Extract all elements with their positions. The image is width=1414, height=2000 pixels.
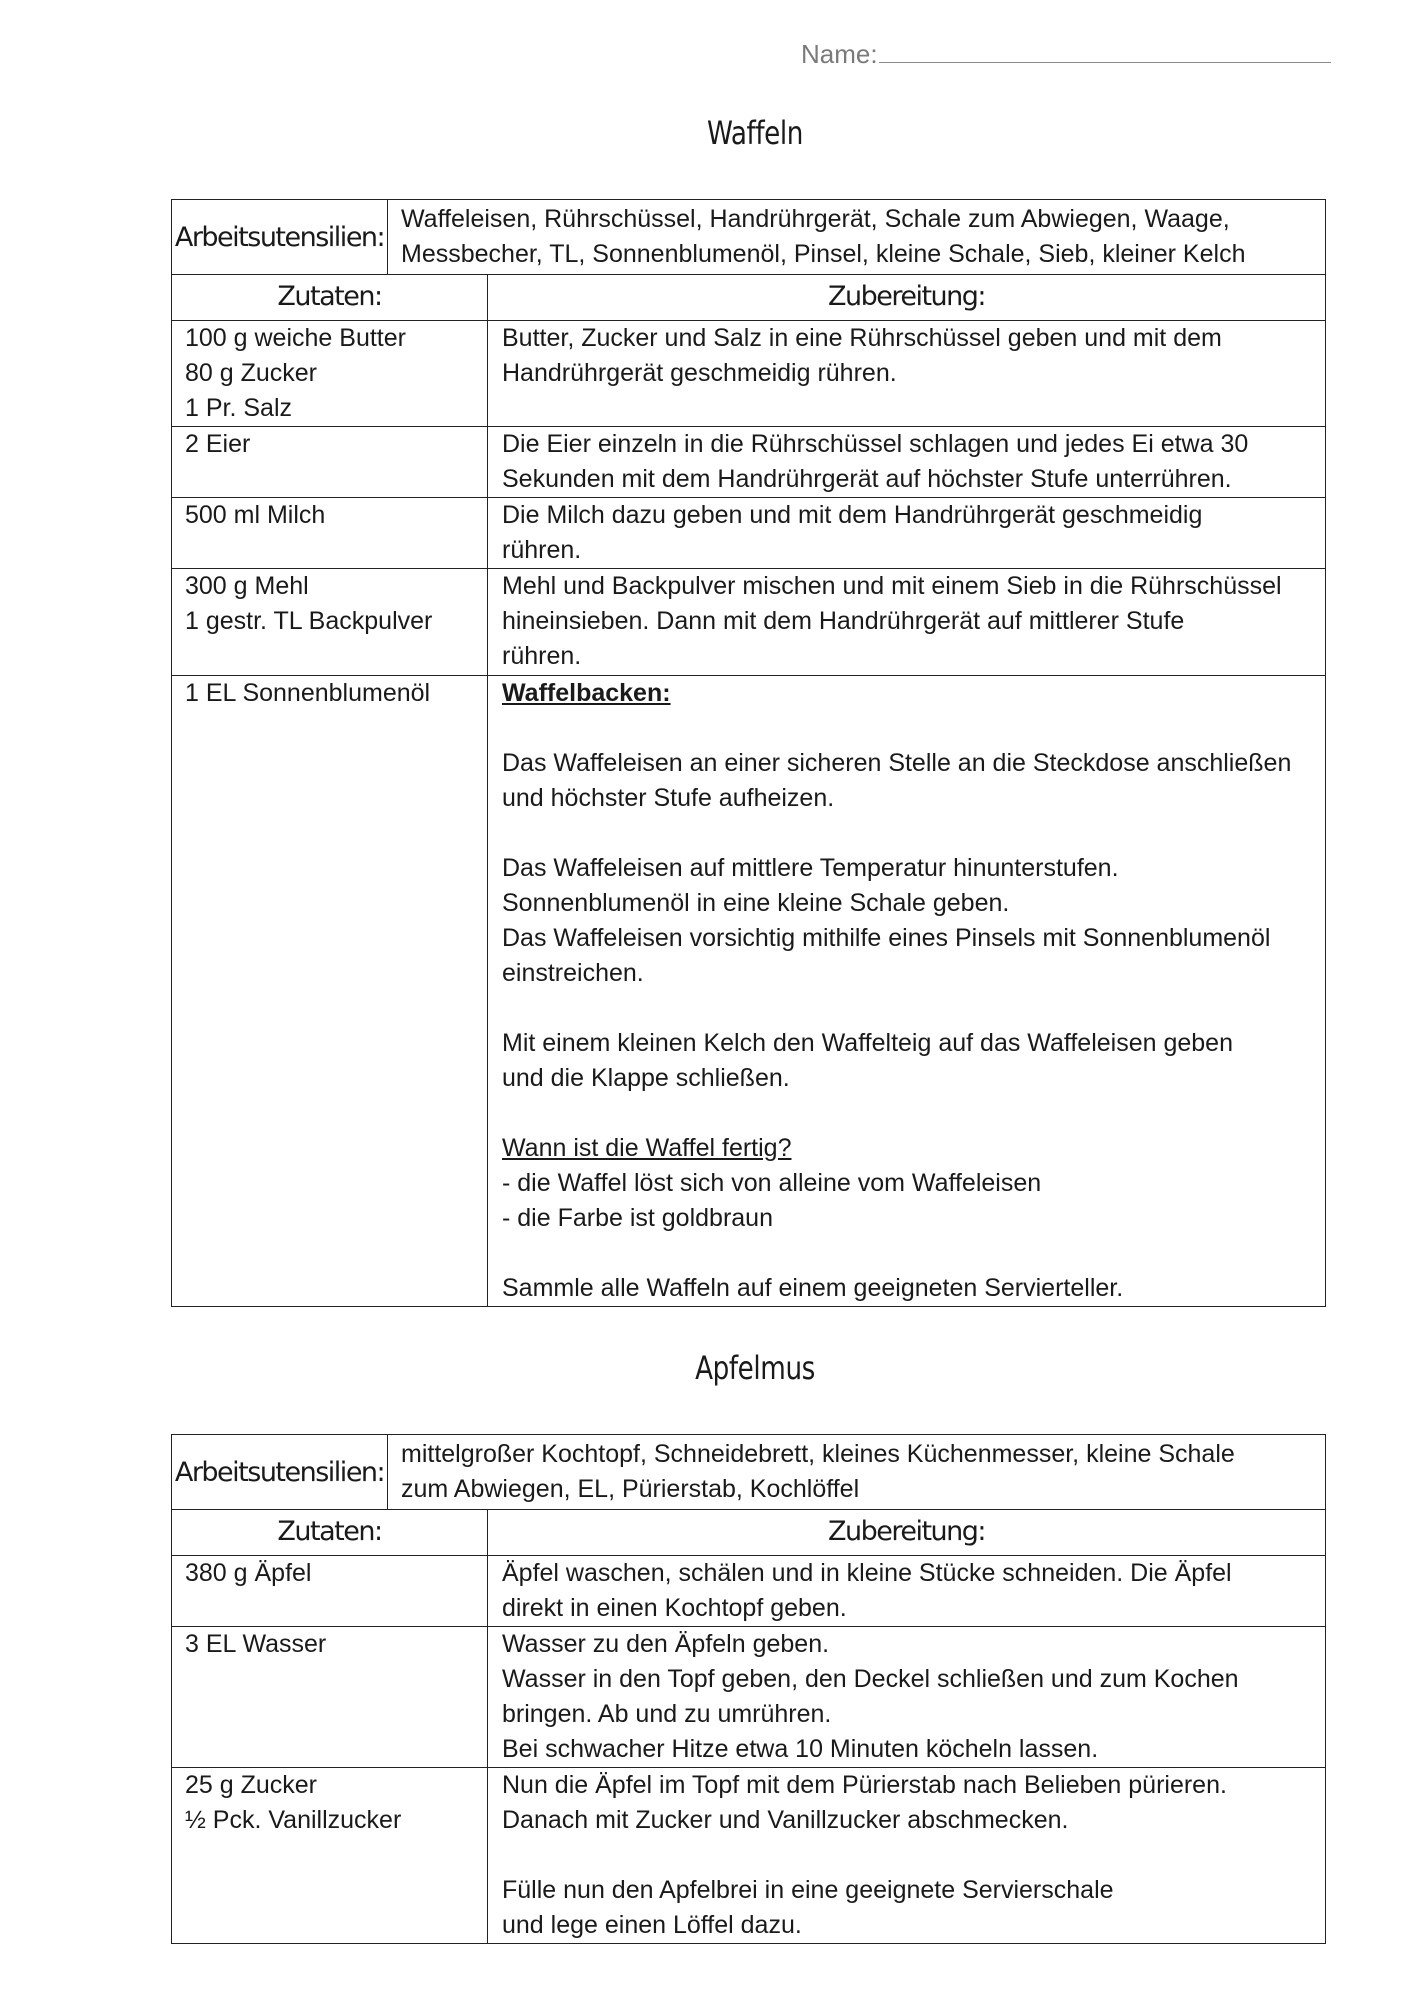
ingredients-cell <box>172 321 488 427</box>
column-header-row <box>172 1510 1326 1556</box>
steps-cell <box>488 427 1326 498</box>
utensils-list <box>388 200 1326 275</box>
step-line: Butter, Zucker und Salz in eine Rührschüssel geben und mit dem <box>502 324 1222 352</box>
utensils-line: Messbecher, TL, Sonnenblumenöl, Pinsel, kleine Schale, Sieb, kleiner Kelch <box>401 240 1246 268</box>
utensils-line: Waffeleisen, Rührschüssel, Handrührgerät, Schale zum Abwiegen, Waage, <box>401 205 1230 233</box>
steps-cell <box>488 321 1326 427</box>
steps-header: Zubereitung: <box>488 275 1326 321</box>
ingredients-cell <box>172 569 488 676</box>
table-row <box>172 1556 1326 1627</box>
step-line: Die Eier einzeln in die Rührschüssel schlagen und jedes Ei etwa 30 <box>502 430 1249 458</box>
ingredients-header: Zutaten: <box>172 1510 488 1556</box>
ingredients-cell <box>172 676 488 1307</box>
step-line: - die Farbe ist goldbraun <box>502 1204 773 1232</box>
table-row <box>172 498 1326 569</box>
steps-cell <box>488 1768 1326 1944</box>
name-field <box>801 38 1331 70</box>
ingredients-cell <box>172 1627 488 1768</box>
step-line: rühren. <box>502 642 582 670</box>
utensils-label: Arbeitsutensilien: <box>172 200 388 275</box>
step-line: Fülle nun den Apfelbrei in eine geeignete Servierschale <box>502 1876 1114 1904</box>
utensils-line: mittelgroßer Kochtopf, Schneidebrett, kleines Küchenmesser, kleine Schale <box>401 1440 1235 1468</box>
steps-cell <box>488 498 1326 569</box>
recipe-table-apfelmus <box>171 1434 1326 1944</box>
table-row <box>172 676 1326 1307</box>
table-row <box>172 1768 1326 1944</box>
step-line: Wasser in den Topf geben, den Deckel schließen und zum Kochen <box>502 1665 1239 1693</box>
ingredients-cell <box>172 1556 488 1627</box>
step-line: direkt in einen Kochtopf geben. <box>502 1594 847 1622</box>
ingredient: ½ Pck. Vanillzucker <box>185 1806 402 1834</box>
ingredient: 80 g Zucker <box>185 359 318 387</box>
steps-header: Zubereitung: <box>488 1510 1326 1556</box>
step-line <box>502 1838 1317 1873</box>
ingredient: 25 g Zucker <box>185 1771 318 1799</box>
step-line: und lege einen Löffel dazu. <box>502 1911 802 1939</box>
step-subheading: Wann ist die Waffel fertig? <box>502 1134 792 1162</box>
table-row <box>172 321 1326 427</box>
step-line: Bei schwacher Hitze etwa 10 Minuten köcheln lassen. <box>502 1735 1099 1763</box>
ingredient: 380 g Äpfel <box>185 1559 312 1587</box>
steps-cell <box>488 1627 1326 1768</box>
ingredient: 300 g Mehl <box>185 572 309 600</box>
step-line: Das Waffeleisen vorsichtig mithilfe eines Pinsels mit Sonnenblumenöl <box>502 924 1271 952</box>
step-line: Sekunden mit dem Handrührgerät auf höchster Stufe unterrühren. <box>502 465 1232 493</box>
utensils-row <box>172 1435 1326 1510</box>
step-line <box>502 816 1317 851</box>
recipe-title-apfelmus: Apfelmus <box>695 1349 815 1387</box>
ingredient: 3 EL Wasser <box>185 1630 327 1658</box>
ingredient: 100 g weiche Butter <box>185 324 406 352</box>
step-line: Das Waffeleisen auf mittlere Temperatur hinunterstufen. <box>502 854 1119 882</box>
step-line: Die Milch dazu geben und mit dem Handrührgerät geschmeidig <box>502 501 1203 529</box>
utensils-row <box>172 200 1326 275</box>
ingredients-cell <box>172 427 488 498</box>
step-line: Sammle alle Waffeln auf einem geeigneten Servierteller. <box>502 1274 1124 1302</box>
recipe-table-waffeln <box>171 199 1326 1307</box>
ingredient: 500 ml Milch <box>185 501 326 529</box>
step-line: - die Waffel löst sich von alleine vom Waffeleisen <box>502 1169 1042 1197</box>
step-line: einstreichen. <box>502 959 644 987</box>
step-line: Mit einem kleinen Kelch den Waffelteig auf das Waffeleisen geben <box>502 1029 1233 1057</box>
step-line: bringen. Ab und zu umrühren. <box>502 1700 832 1728</box>
utensils-list <box>388 1435 1326 1510</box>
steps-cell <box>488 569 1326 676</box>
step-line <box>502 991 1317 1026</box>
step-line: Das Waffeleisen an einer sicheren Stelle an die Steckdose anschließen <box>502 749 1292 777</box>
ingredient: 1 Pr. Salz <box>185 394 292 422</box>
step-line <box>502 1236 1317 1271</box>
step-line: rühren. <box>502 536 582 564</box>
step-line: Sonnenblumenöl in eine kleine Schale geben. <box>502 889 1010 917</box>
step-subheading: Waffelbacken: <box>502 679 671 707</box>
name-label: Name: <box>801 39 878 69</box>
step-line: hineinsieben. Dann mit dem Handrührgerät auf mittlerer Stufe <box>502 607 1185 635</box>
recipe-title-waffeln: Waffeln <box>706 114 804 152</box>
ingredients-cell <box>172 1768 488 1944</box>
name-blank-line[interactable] <box>879 38 1331 63</box>
step-line: und die Klappe schließen. <box>502 1064 790 1092</box>
steps-cell <box>488 1556 1326 1627</box>
step-line <box>502 1096 1317 1131</box>
table-row <box>172 569 1326 676</box>
ingredients-header: Zutaten: <box>172 275 488 321</box>
ingredient: 1 EL Sonnenblumenöl <box>185 679 431 707</box>
step-line <box>502 711 1317 746</box>
step-line: und höchster Stufe aufheizen. <box>502 784 835 812</box>
column-header-row <box>172 275 1326 321</box>
step-line: Handrührgerät geschmeidig rühren. <box>502 359 897 387</box>
ingredient: 2 Eier <box>185 430 251 458</box>
ingredient: 1 gestr. TL Backpulver <box>185 607 433 635</box>
steps-cell <box>488 676 1326 1307</box>
table-row <box>172 427 1326 498</box>
step-line: Wasser zu den Äpfeln geben. <box>502 1630 830 1658</box>
step-line: Nun die Äpfel im Topf mit dem Pürierstab nach Belieben pürieren. <box>502 1771 1227 1799</box>
step-line: Danach mit Zucker und Vanillzucker abschmecken. <box>502 1806 1069 1834</box>
ingredients-cell <box>172 498 488 569</box>
table-row <box>172 1627 1326 1768</box>
utensils-line: zum Abwiegen, EL, Pürierstab, Kochlöffel <box>401 1475 860 1503</box>
step-line: Mehl und Backpulver mischen und mit einem Sieb in die Rührschüssel <box>502 572 1282 600</box>
step-line: Äpfel waschen, schälen und in kleine Stücke schneiden. Die Äpfel <box>502 1559 1232 1587</box>
utensils-label: Arbeitsutensilien: <box>172 1435 388 1510</box>
